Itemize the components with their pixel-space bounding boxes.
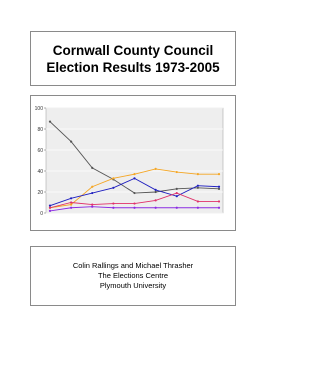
data-point [49,210,51,212]
data-point [155,207,157,209]
data-point [197,185,199,187]
data-point [133,207,135,209]
data-point [70,141,72,143]
data-point [133,173,135,175]
data-point [91,192,93,194]
data-point [155,189,157,191]
data-point [176,171,178,173]
data-point [91,206,93,208]
y-tick-label: 60 [37,147,43,154]
data-point [155,191,157,193]
title-line-2: Election Results 1973-2005 [46,59,220,75]
data-point [133,202,135,204]
y-tick-label: 20 [37,189,43,196]
credit-organization: The Elections Centre [97,271,169,280]
plot-area [46,108,223,213]
data-point [197,207,199,209]
data-point [218,200,220,202]
data-point [49,121,51,123]
data-point [70,207,72,209]
data-point [176,192,178,194]
data-point [155,168,157,170]
y-tick-label: 80 [37,126,43,133]
data-point [218,173,220,175]
data-point [70,204,72,206]
data-point [197,187,199,189]
data-point [112,207,114,209]
data-point [70,201,72,203]
data-point [112,177,114,179]
data-point [91,167,93,169]
data-point [112,202,114,204]
data-point [218,207,220,209]
credit-box [30,246,236,306]
title-line-1: Cornwall County Council [52,42,214,58]
data-point [49,207,51,209]
data-point [70,197,72,199]
data-point [112,187,114,189]
data-point [197,200,199,202]
chart-box [30,95,236,231]
credit-authors: Colin Rallings and Michael Thrasher [72,261,194,270]
credit-university: Plymouth University [99,281,167,290]
y-tick-label: 100 [34,105,43,112]
y-tick-label: 0 [40,210,43,217]
data-point [49,205,51,207]
title-box [30,31,236,86]
data-point [176,195,178,197]
data-point [133,177,135,179]
data-point [176,188,178,190]
data-point [133,192,135,194]
data-point [91,186,93,188]
line-chart [31,96,235,230]
data-point [218,188,220,190]
data-point [218,186,220,188]
data-point [176,207,178,209]
data-point [197,173,199,175]
data-point [91,204,93,206]
data-point [155,199,157,201]
y-tick-label: 40 [37,168,43,175]
